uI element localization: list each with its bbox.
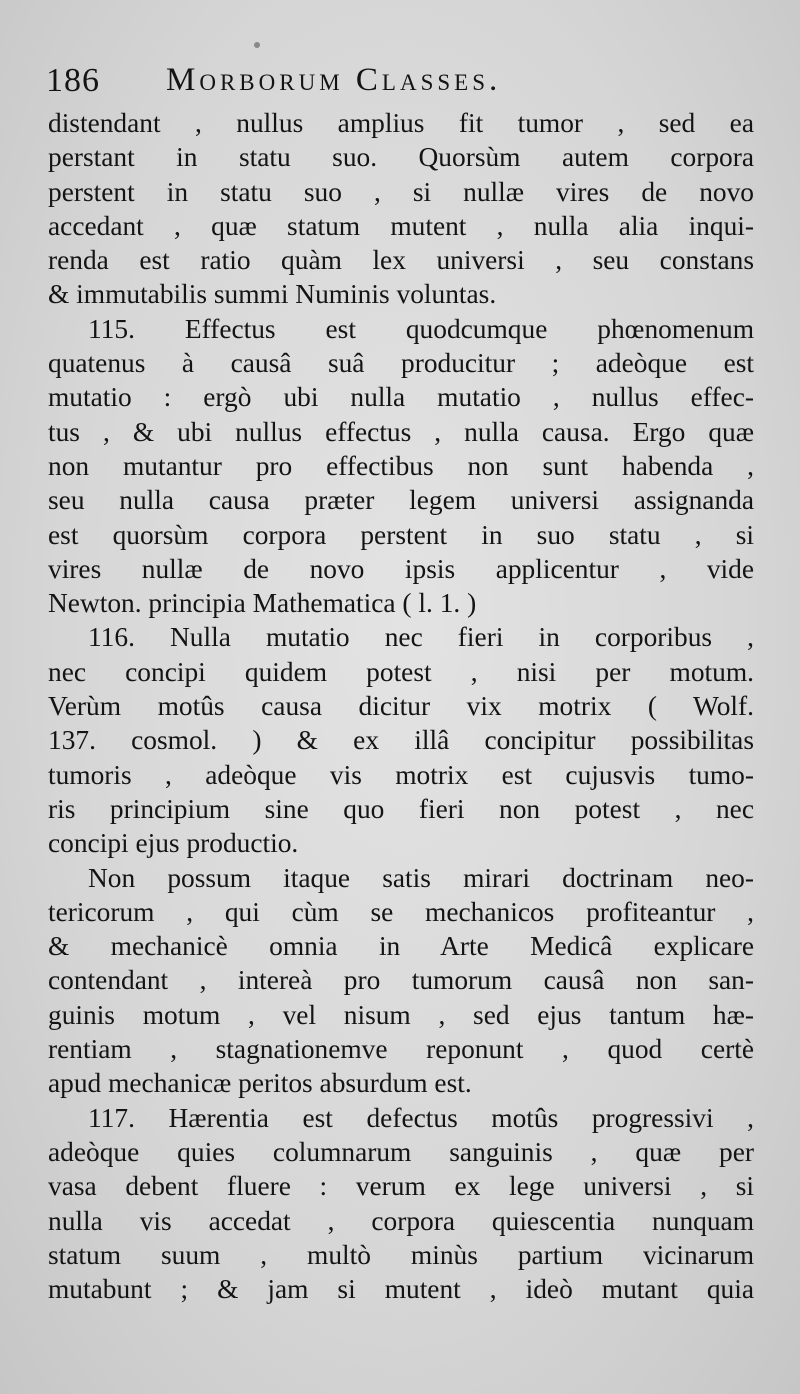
text-line: tericorum , qui cùm se mechanicos profiteantur , <box>48 896 754 927</box>
text-line: adeòque quies columnarum sanguinis , quæ per <box>48 1136 754 1167</box>
text-line: statum suum , multò minùs partium vicinarum <box>48 1239 754 1270</box>
text-line: tumoris , adeòque vis motrix est cujusvis tumo- <box>48 759 754 790</box>
text-line: non mutantur pro effectibus non sunt habenda , <box>48 450 754 481</box>
page-header <box>46 62 746 106</box>
text-line: vires nullæ de novo ipsis applicentur , vide <box>48 553 754 584</box>
text-line: apud mechanicæ peritos absurdum est. <box>48 1068 472 1099</box>
text-line: Newton. principia Mathematica ( l. 1. ) <box>48 588 477 619</box>
ink-blot <box>254 42 260 48</box>
page-number: 186 <box>46 62 100 99</box>
text-line: & mechanicè omnia in Arte Medicâ explicare <box>48 931 754 962</box>
paragraph-start-line: Non possum itaque satis mirari doctrinam neo- <box>88 862 754 893</box>
text-line: quatenus à causâ suâ producitur ; adeòque est <box>48 348 754 379</box>
text-line: ris principium sine quo fieri non potest , nec <box>48 793 754 824</box>
section-heading-line: 116. Nulla mutatio nec fieri in corporibus , <box>88 622 754 653</box>
text-line: perstent in statu suo , si nullæ vires de novo <box>48 176 754 207</box>
text-line: perstant in statu suo. Quorsùm autem corpora <box>48 142 754 173</box>
running-title: Morborum Classes. <box>166 62 502 98</box>
section-heading-line: 117. Hærentia est defectus motûs progressivi , <box>88 1102 754 1133</box>
text-line: rentiam , stagnationemve reponunt , quod certè <box>48 1034 754 1065</box>
text-line: 137. cosmol. ) & ex illâ concipitur possibilitas <box>48 725 754 756</box>
section-heading-line: 115. Effectus est quodcumque phœnomenum <box>88 313 754 344</box>
text-line: Verùm motûs causa dicitur vix motrix ( Wolf. <box>48 691 754 722</box>
text-line: guinis motum , vel nisum , sed ejus tantum hæ- <box>48 999 754 1030</box>
text-line: mutabunt ; & jam si mutent , ideò mutant quia <box>48 1274 754 1305</box>
text-line: nec concipi quidem potest , nisi per motum. <box>48 656 754 687</box>
text-line: nulla vis accedat , corpora quiescentia nunquam <box>48 1205 754 1236</box>
text-line: contendant , intereà pro tumorum causâ non san- <box>48 965 754 996</box>
text-line: renda est ratio quàm lex universi , seu constans <box>48 245 754 276</box>
text-line: est quorsùm corpora perstent in suo statu , si <box>48 519 754 550</box>
text-line: seu nulla causa præter legem universi assignanda <box>48 485 754 516</box>
text-line: vasa debent fluere : verum ex lege universi , si <box>48 1171 754 1202</box>
text-line: concipi ejus productio. <box>48 828 299 859</box>
text-line: accedant , quæ statum mutent , nulla alia inqui- <box>48 210 754 241</box>
text-line: mutatio : ergò ubi nulla mutatio , nullus effec- <box>48 382 754 413</box>
text-line: tus , & ubi nullus effectus , nulla causa. Ergo quæ <box>48 416 754 447</box>
text-line: distendant , nullus amplius fit tumor , sed ea <box>48 108 754 138</box>
body-text <box>48 106 754 1306</box>
text-line: & immutabilis summi Numinis voluntas. <box>48 279 497 310</box>
